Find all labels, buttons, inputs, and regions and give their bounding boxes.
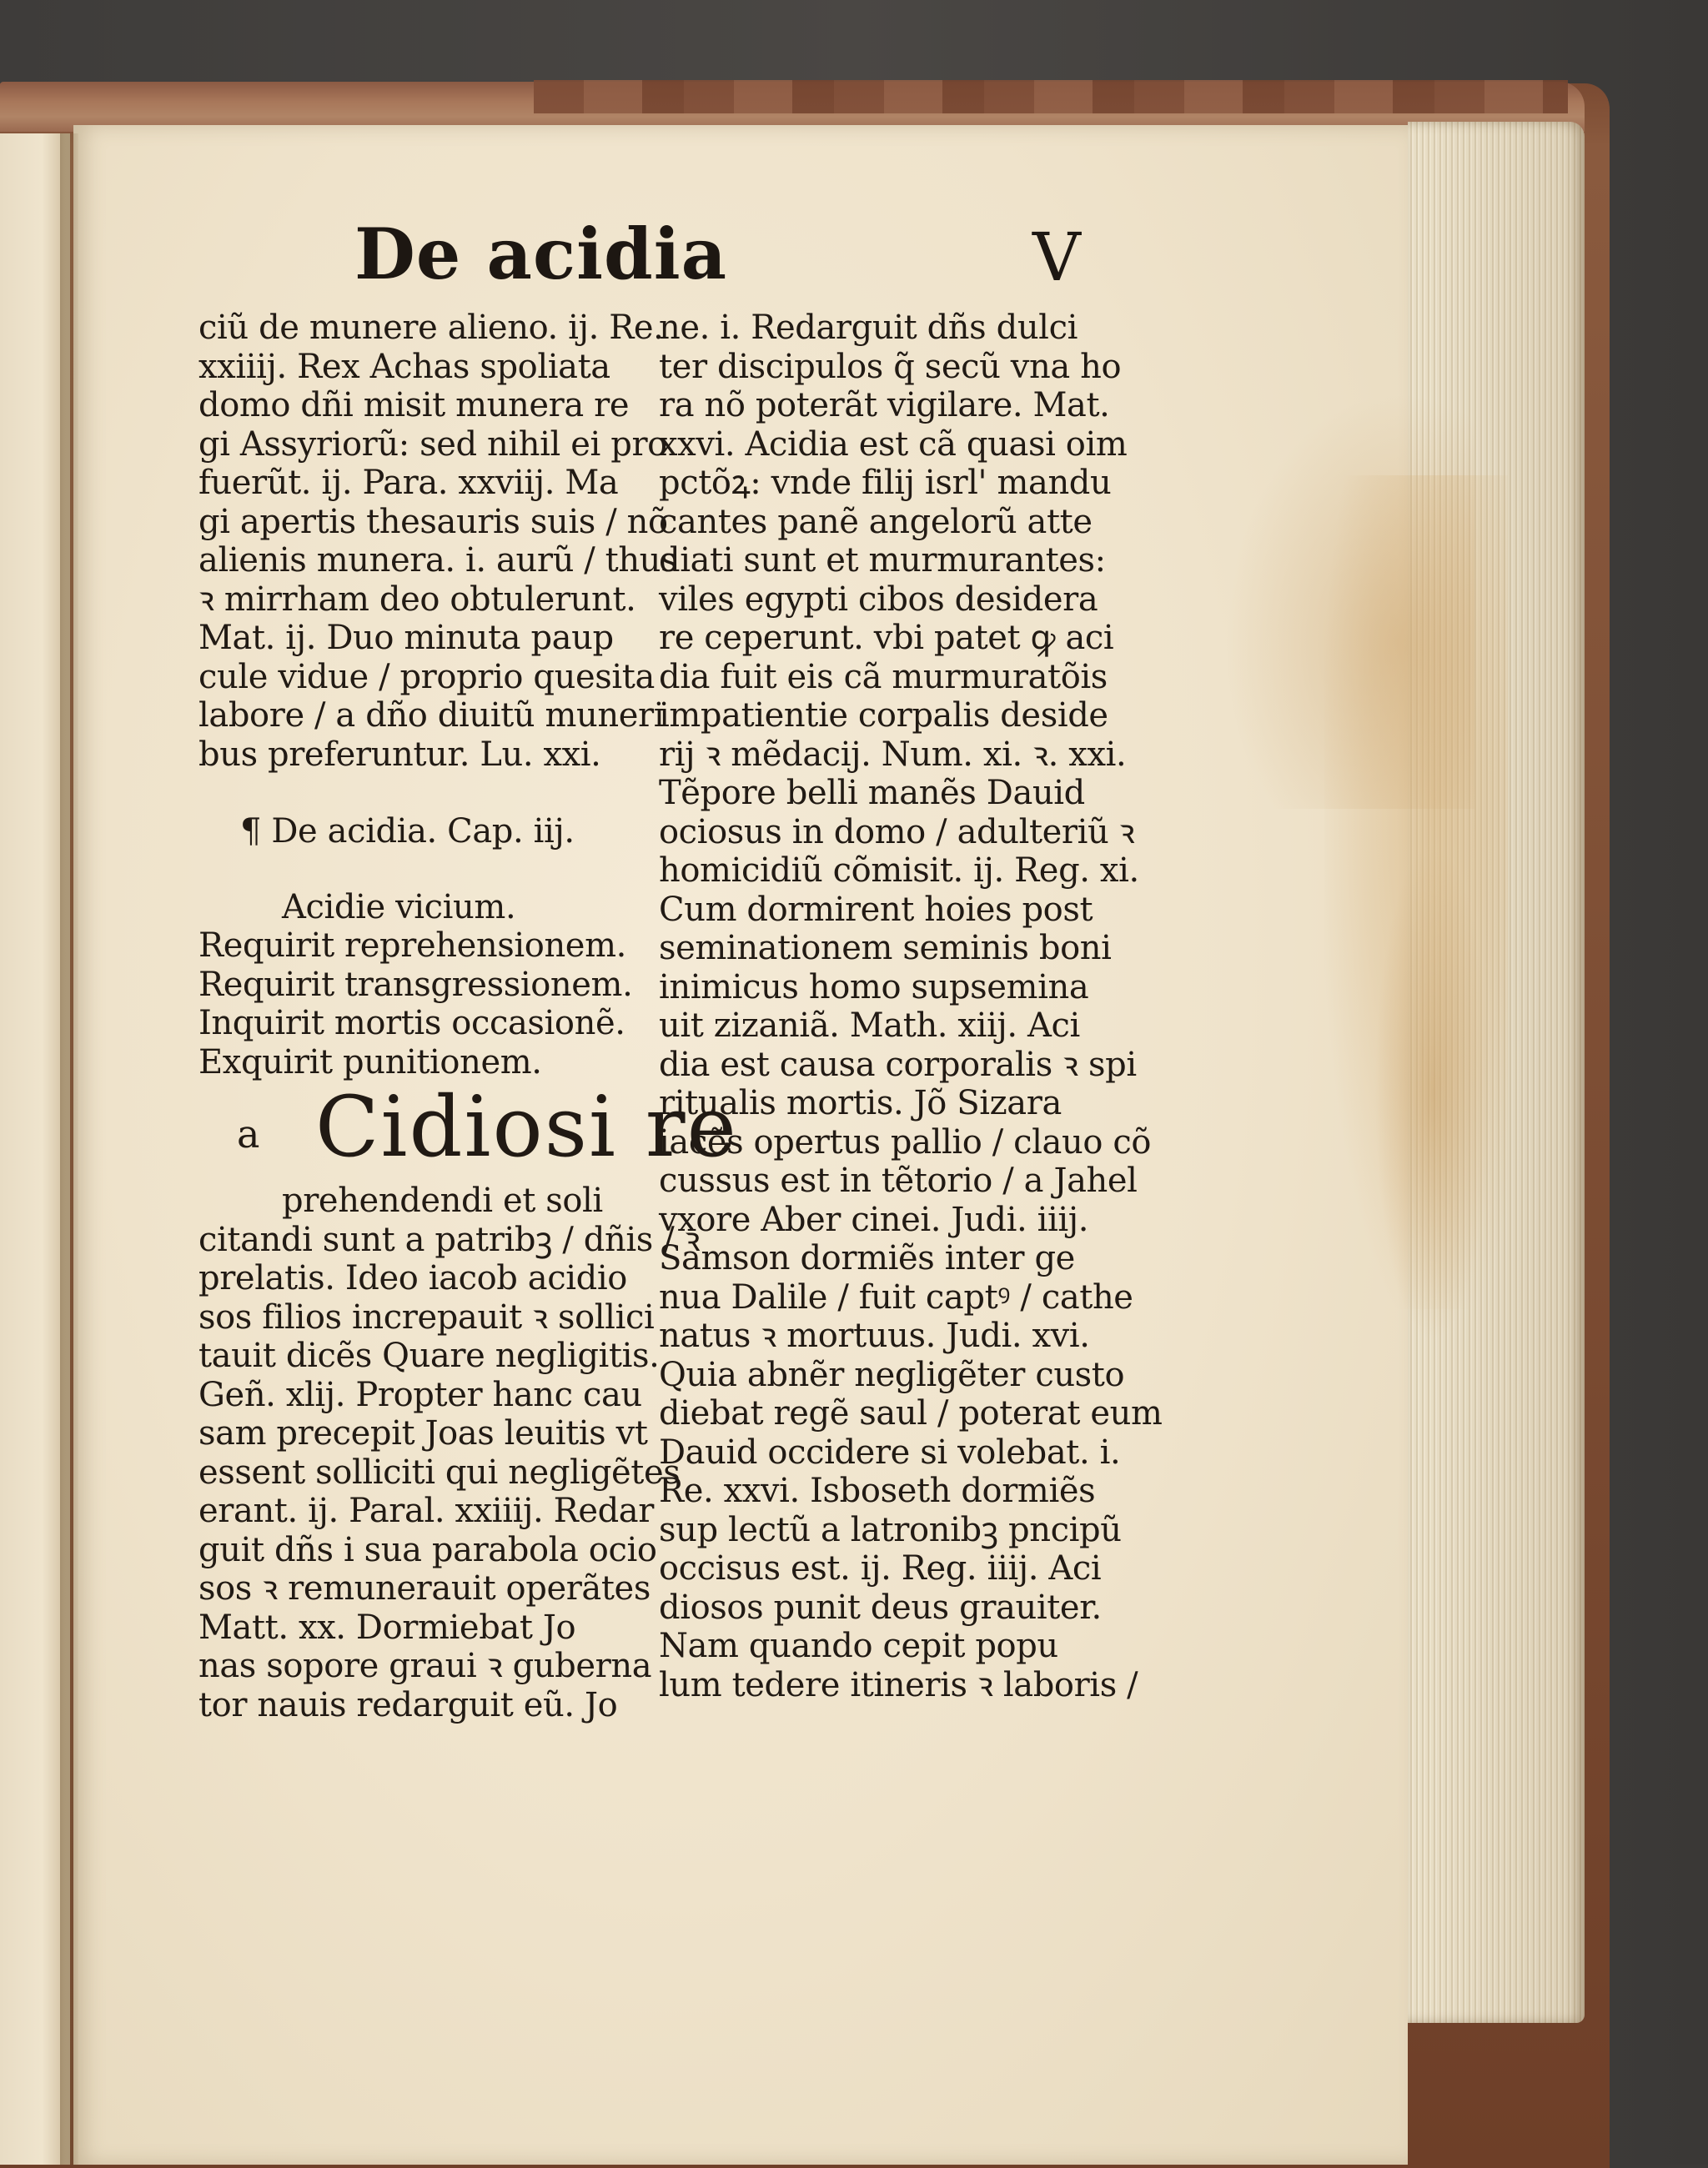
text-line: Samson dormiẽs inter ge (659, 1239, 1075, 1277)
text-line: Cum dormirent hoies post (659, 890, 1093, 929)
text-line: occisus est. ij. Reg. iiij. Aci (659, 1549, 1102, 1588)
text-line: Re. xxvi. Isboseth dormiẽs (659, 1472, 1096, 1510)
text-line: prelatis. Ideo iacob acidio (198, 1259, 627, 1297)
text-line: labore / a dño diuitũ muneri (198, 696, 665, 735)
water-stain (1224, 392, 1474, 809)
text-line: nas sopore graui ꝛ guberna (198, 1647, 652, 1685)
text-line: dia est causa corporalis ꝛ spi (659, 1045, 1137, 1084)
text-line: gi Assyriorũ: sed nihil ei pro (198, 424, 667, 464)
gutter-shadow (60, 133, 78, 2165)
left-column (198, 309, 738, 1724)
running-head: De acidia (354, 213, 728, 295)
summary-line: Acidie vicium. (282, 887, 516, 926)
text-line: Dauid occidere si volebat. i. (659, 1433, 1121, 1472)
water-stain (1374, 842, 1491, 1342)
text-line: ra nõ poterãt vigilare. Mat. (659, 386, 1110, 424)
text-line: cantes panẽ angelorũ atte (659, 502, 1093, 541)
text-line: bus preferuntur. Lu. xxi. (198, 735, 601, 774)
text-line: iacẽs opertus pallio / clauo cõ (659, 1122, 1152, 1162)
text-line: dia fuit eis cã murmuratõis (659, 657, 1108, 696)
text-line: ciũ de munere alieno. ij. Re. (198, 309, 664, 347)
text-line: tauit dicẽs Quare negligitis. (198, 1337, 660, 1375)
text-line: uit zizaniã. Math. xiij. Aci (659, 1006, 1080, 1045)
text-line: Matt. xx. Dormiebat Jo (198, 1608, 576, 1647)
text-line: essent solliciti qui negligẽtes (198, 1453, 681, 1492)
text-line: Mat. ij. Duo minuta paup (198, 619, 614, 657)
text-line: seminationem seminis boni (659, 929, 1112, 967)
text-line: erant. ij. Paral. xxiiij. Redar (198, 1492, 654, 1530)
text-line: xxvi. Acidia est cã quasi oim (659, 424, 1128, 464)
text-line: ociosus in domo / adulteriũ ꝛ (659, 812, 1135, 851)
text-line: prehendendi et soli (282, 1182, 603, 1220)
summary-line: Requirit transgressionem. (198, 965, 633, 1004)
text-line: vxore Aber cinei. Judi. iiij. (659, 1200, 1089, 1239)
text-line: ꝛ mirrham deo obtulerunt. (198, 580, 636, 619)
right-column (659, 309, 1163, 1704)
chapter-heading: ¶ De acidia. Cap. iij. (240, 812, 575, 851)
text-line: cule vidue / proprio quesita (198, 657, 655, 696)
text-line: sos ꝛ remunerauit operãtes (198, 1569, 651, 1608)
text-line: re ceperunt. vbi patet ꝙ aci (659, 619, 1114, 657)
text-line: cussus est in tẽtorio / a Jahel (659, 1162, 1138, 1200)
text-line: Tẽpore belli manẽs Dauid (659, 774, 1085, 812)
text-line: ter discipulos q̃ secũ vna ho (659, 347, 1122, 386)
text-line: sup lectũ a latronibꝫ pncipũ (659, 1510, 1122, 1549)
text-line: homicidiũ cõmisit. ij. Reg. xi. (659, 851, 1139, 890)
summary-line: Inquirit mortis occasionẽ. (198, 1004, 625, 1042)
text-line: diebat regẽ saul / poterat eum (659, 1394, 1163, 1433)
text-line: diosos punit deus grauiter. (659, 1588, 1102, 1627)
text-line: inimicus homo supsemina (659, 967, 1089, 1006)
text-line: nua Dalile / fuit captꝰ / cathe (659, 1277, 1133, 1317)
text-line: impatientie corpalis deside (659, 696, 1108, 735)
text-line: lum tedere itineris ꝛ laboris / (659, 1665, 1138, 1704)
text-line: natus ꝛ mortuus. Judi. xvi. (659, 1317, 1090, 1355)
text-line: tor nauis redarguit eũ. Jo (198, 1685, 618, 1724)
text-line: xxiiij. Rex Achas spoliata (198, 347, 610, 386)
text-line: gi apertis thesauris suis / nõ (198, 502, 668, 541)
summary-line: Requirit reprehensionem. (198, 926, 626, 965)
text-line: sos filios increpauit ꝛ sollici (198, 1297, 655, 1337)
text-line: sam precepit Joas leuitis vt (198, 1414, 648, 1453)
text-line: domo dñi misit munera re (198, 386, 630, 424)
text-line: Quia abnẽr negligẽter custo (659, 1355, 1125, 1394)
text-line: rij ꝛ mẽdacij. Num. xi. ꝛ. xxi. (659, 735, 1127, 774)
text-line: alienis munera. i. aurũ / thus (198, 541, 678, 580)
text-line: Nam quando cepit popu (659, 1627, 1058, 1665)
text-line: fuerũt. ij. Para. xxviij. Ma (198, 464, 619, 502)
summary-line: Exquirit punitionem. (198, 1042, 542, 1081)
text-line: ritualis mortis. Jõ Sizara (659, 1084, 1062, 1122)
initial-block (198, 1078, 738, 1182)
text-line: guit dñs i sua parabola ocio (198, 1530, 657, 1569)
folio-number: V (1032, 218, 1081, 296)
guide-letter: a (237, 1112, 260, 1157)
text-line: Geñ. xlij. Propter hanc cau (198, 1375, 642, 1414)
initial-word: Cidiosi re (315, 1078, 738, 1176)
text-line: pctõꝝ: vnde filij isrl' mandu (659, 464, 1112, 502)
text-line: diati sunt et murmurantes: (659, 541, 1106, 580)
text-line: citandi sunt a patribꝫ / dñis / ꝛ (198, 1220, 701, 1259)
text-line: ne. i. Redarguit dñs dulci (659, 309, 1078, 347)
spine-edge (534, 80, 1568, 113)
text-line: viles egypti cibos desidera (659, 580, 1098, 619)
